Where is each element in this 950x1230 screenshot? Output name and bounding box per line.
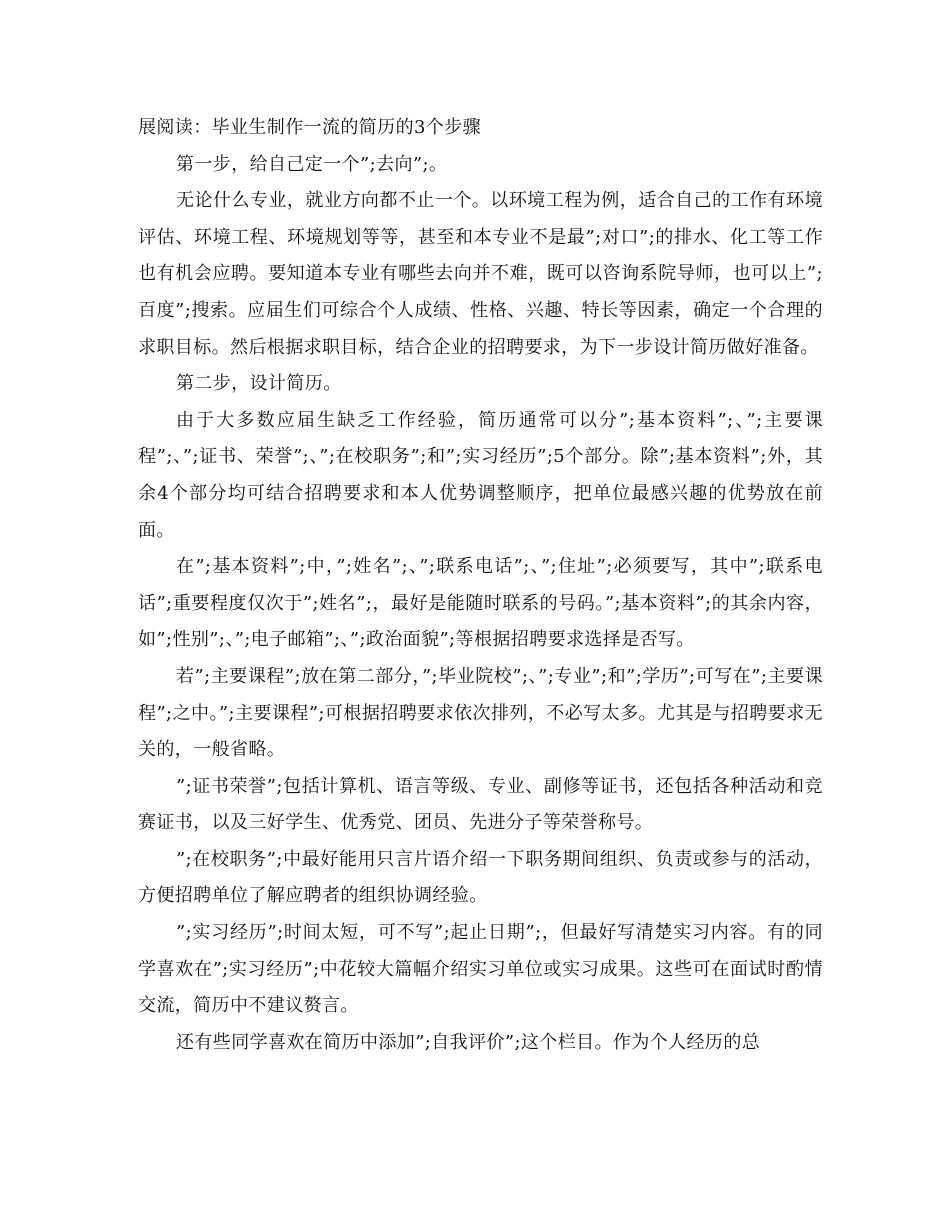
- paragraph: 由于大多数应届生缺乏工作经验，简历通常可以分”;基本资料”;、”;主要课程”;、”;证书、荣誉”;、”;在校职务”;和”;实习经历”;5个部分。除”;基本资料”;外，其余4个部分均可结合招聘要求和本人优势调整顺序，把单位最感兴趣的优势放在前面。: [138, 409, 823, 541]
- paragraph: 还有些同学喜欢在简历中添加”;自我评价”;这个栏目。作为个人经历的总: [176, 1031, 761, 1053]
- document-heading: 展阅读：毕业生制作一流的简历的3个步骤: [138, 117, 482, 138]
- paragraph: ”;实习经历”;时间太短，可不写”;起止日期”;，但最好写清楚实习内容。有的同学喜欢在”;实习经历”;中花较大篇幅介绍实习单位或实习成果。这些可在面试时酌情交流，简历中不建议赘言。: [138, 922, 823, 1017]
- paragraph-step-two: 第二步，设计简历。: [176, 373, 342, 395]
- paragraph: ”;在校职务”;中最好能用只言片语介绍一下职务期间组织、负责或参与的活动，方便招聘单位了解应聘者的组织协调经验。: [138, 848, 823, 907]
- paragraph: 无论什么专业，就业方向都不止一个。以环境工程为例，适合自己的工作有环境评估、环境工程、环境规划等等，甚至和本专业不是最”;对口”;的排水、化工等工作也有机会应聘。要知道本专业有哪些去向并不难，既可以咨询系院导师，也可以上”;百度”;搜索。应届生们可综合个人成绩、性格、兴趣、特长等因素，确定一个合理的求职目标。然后根据求职目标，结合企业的招聘要求，为下一步设计简历做好准备。: [138, 190, 823, 358]
- paragraph-step-one: 第一步，给自己定一个”;去向”;。: [176, 153, 448, 175]
- document-body: [138, 110, 823, 1061]
- paragraph: 若”;主要课程”;放在第二部分，”;毕业院校”;、”;专业”;和”;学历”;可写在”;主要课程”;之中。”;主要课程”;可根据招聘要求依次排列，不必写太多。尤其是与招聘要求无关的，一般省略。: [138, 665, 823, 761]
- paragraph: ”;证书荣誉”;包括计算机、语言等级、专业、副修等证书，还包括各种活动和竞赛证书，以及三好学生、优秀党、团员、先进分子等荣誉称号。: [138, 775, 823, 834]
- paragraph: 在”;基本资料”;中，”;姓名”;、”;联系电话”;、”;住址”;必须要写，其中”;联系电话”;重要程度仅次于”;姓名”;，最好是能随时联系的号码。”;基本资料”;的其余内容，如”;性别”;、”;电子邮箱”;、”;政治面貌”;等根据招聘要求选择是否写。: [138, 556, 823, 651]
